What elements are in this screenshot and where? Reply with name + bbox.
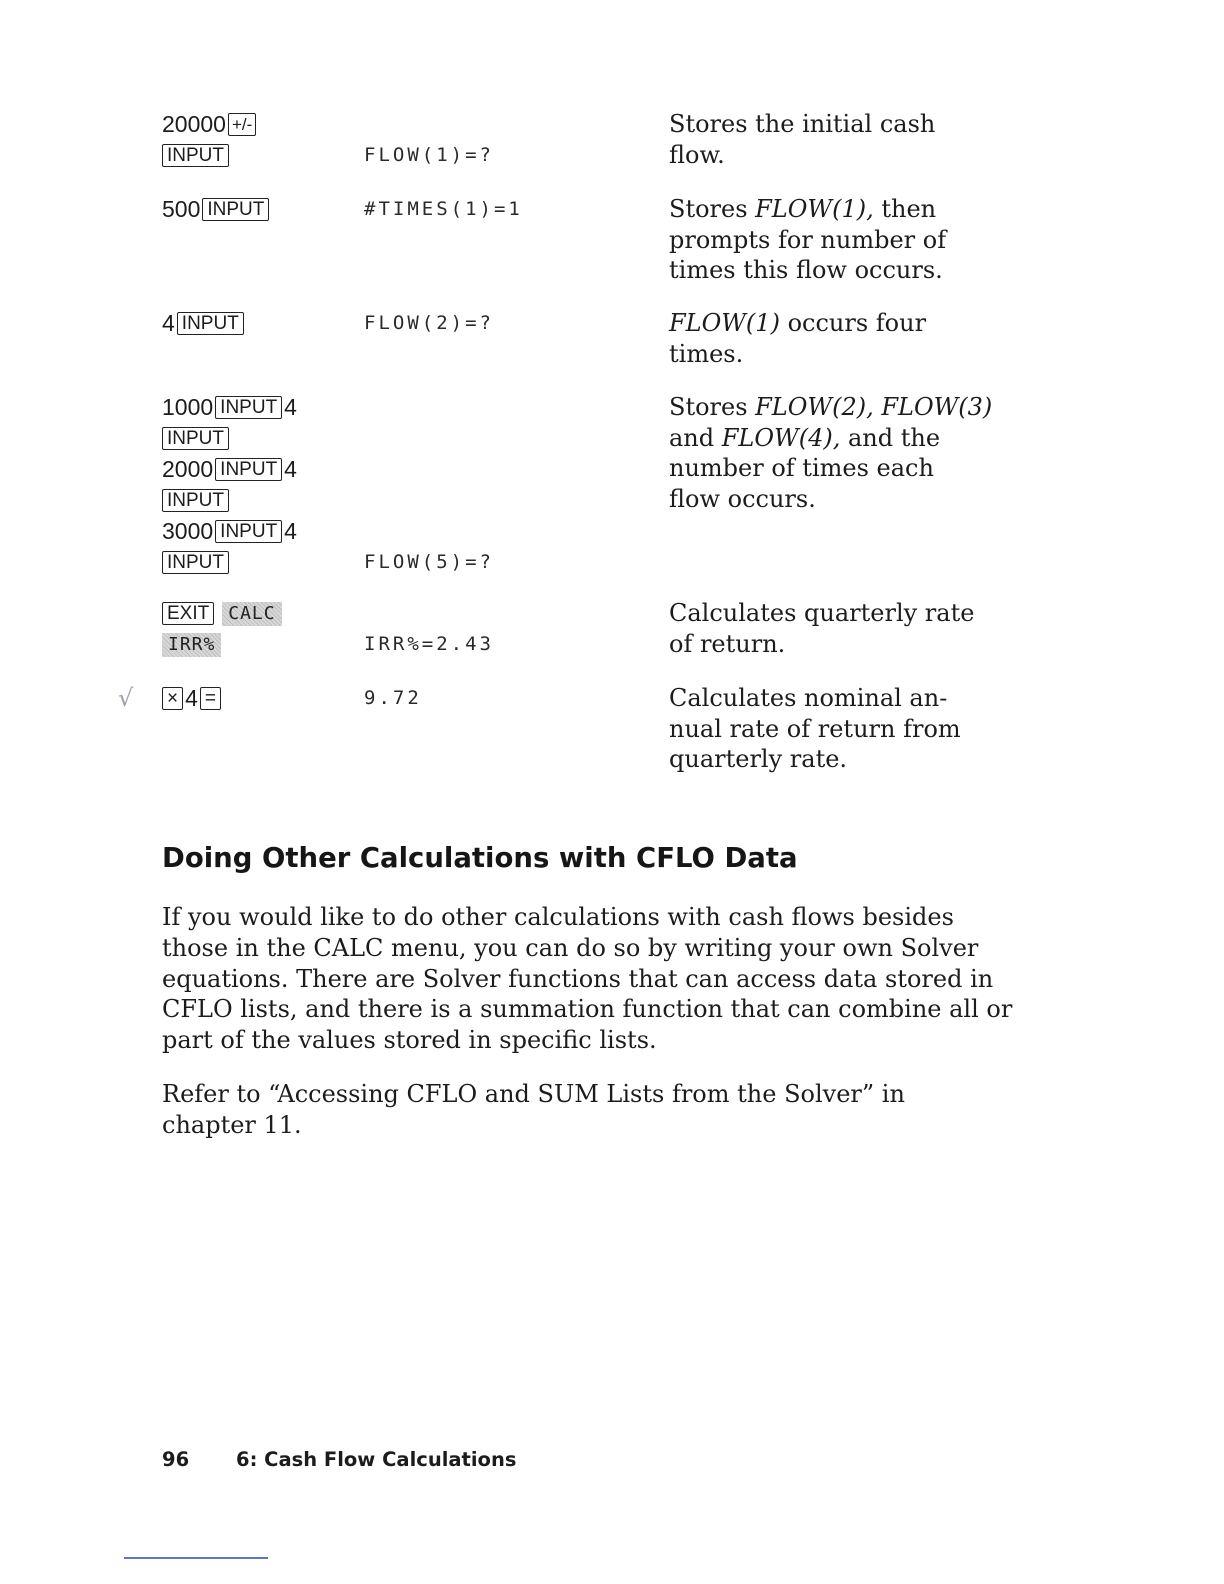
equals-key: = [200,687,221,710]
description-cell [669,683,969,775]
input-key: INPUT [162,489,229,512]
description-line: Calculates nominal an- [669,684,948,712]
description-italic: FLOW(3) [881,393,993,421]
display-cell [364,109,654,171]
description-text: Stores [669,393,756,421]
description-cell [669,392,993,514]
keystroke-cell [162,194,352,225]
paragraph-line: equations. There are Solver functions that can access data stored in [162,964,994,993]
multiply-key: × [162,687,183,710]
description-italic: FLOW(1), [755,195,874,223]
keystroke-cell [162,683,352,714]
keystroke-number: 4 [284,394,297,420]
keystroke-cell [162,308,352,339]
description-line: flow. [669,140,725,169]
keystroke-number: 4 [284,518,297,544]
description-italic: FLOW(1) [669,309,780,337]
input-key: INPUT [215,396,282,419]
description-line: times. [669,339,744,368]
irr-menu-key: IRR% [162,633,221,657]
body-paragraph [162,902,1013,1056]
input-key: INPUT [177,312,244,335]
description-cell [669,109,969,170]
display-readout: FLOW(1)=? [364,144,494,166]
description-line: number of times each [669,454,934,482]
keystroke-cell [162,598,352,660]
description-line: quarterly rate. [669,745,848,773]
paragraph-line: Refer to “Accessing CFLO and SUM Lists from the Solver” in [162,1080,905,1108]
paragraph-line: If you would like to do other calculations with cash flows besides [162,903,954,931]
keystroke-number: 4 [162,310,175,336]
keystroke-number: 500 [162,196,201,222]
check-mark: √ [118,684,134,712]
paragraph-line: chapter 11. [162,1110,302,1139]
input-key: INPUT [162,427,229,450]
display-cell [364,598,654,660]
description-cell [669,308,969,369]
description-line: prompts for number of [669,225,947,254]
paragraph-line: those in the CALC menu, you can do so by writing your own Solver [162,933,979,962]
paragraph-line: part of the values stored in specific lists. [162,1026,657,1055]
input-key: INPUT [215,520,282,543]
display-readout: #TIMES(1)=1 [364,198,523,220]
calc-menu-key: CALC [222,602,281,626]
section-heading: Doing Other Calculations with CFLO Data [162,842,798,874]
display-cell [364,683,654,714]
input-key: INPUT [215,458,282,481]
page-number: 96 [162,1448,190,1471]
description-line: Stores the initial cash [669,110,936,138]
display-readout: IRR%=2.43 [364,633,494,655]
description-text: Stores [669,195,756,223]
description-cell [669,194,969,286]
input-key: INPUT [202,198,269,221]
keystroke-number: 2000 [162,456,214,482]
keystroke-number: 4 [185,685,198,711]
description-text: occurs four [779,309,927,337]
description-italic: FLOW(2), [755,393,874,421]
display-readout: FLOW(5)=? [364,551,494,573]
display-readout: FLOW(2)=? [364,312,494,334]
description-line: of return. [669,629,786,658]
description-line: times this flow occurs. [669,256,943,284]
display-cell [364,392,654,578]
description-line: flow occurs. [669,484,816,513]
chapter-title: 6: Cash Flow Calculations [236,1448,517,1471]
exit-key: EXIT [162,602,214,625]
display-cell [364,194,654,225]
description-text: and the [840,423,941,452]
description-cell [669,598,975,659]
page-footer [162,1446,516,1474]
keystroke-number: 3000 [162,518,214,544]
keystroke-number: 20000 [162,111,226,137]
description-line: Calculates quarterly rate [669,599,975,627]
body-paragraph [162,1079,962,1141]
description-text: and [669,423,722,452]
description-italic: FLOW(4), [721,423,841,452]
keystroke-number: 4 [284,456,297,482]
input-key: INPUT [162,551,229,574]
display-readout: 9.72 [364,687,422,709]
input-key: INPUT [162,144,229,167]
keystroke-cell [162,109,352,171]
display-cell [364,308,654,339]
paragraph-line: CFLO lists, and there is a summation function that can combine all or [162,995,1013,1024]
description-text: then [873,195,937,223]
keystroke-cell [162,392,352,578]
scan-edge-line [124,1557,268,1559]
keystroke-number: 1000 [162,394,214,420]
change-sign-key: +/- [228,113,256,136]
description-line: nual rate of return from [669,714,961,743]
